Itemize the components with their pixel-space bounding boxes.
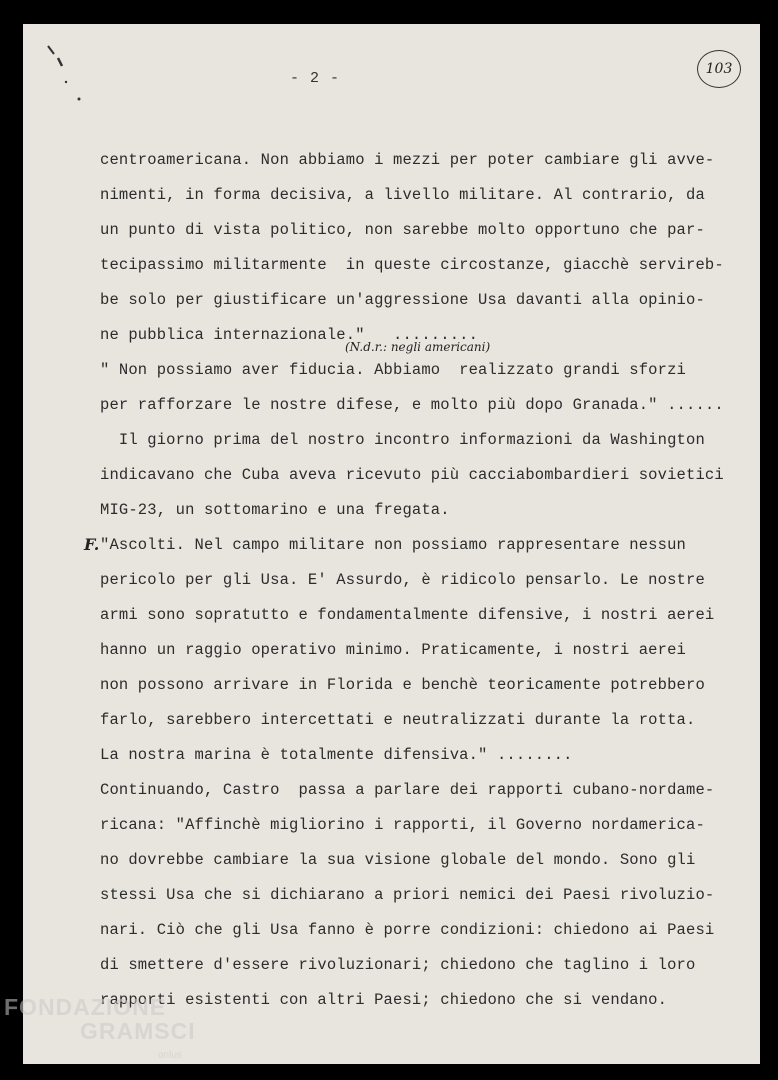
watermark-line-2: GRAMSCI: [80, 1018, 196, 1044]
text-line: indicavano che Cuba aveva ricevuto più cacciabombardieri sovietici: [100, 466, 724, 484]
fondazione-gramsci-watermark: [4, 994, 204, 1074]
text-line: nimenti, in forma decisiva, a livello militare. Al contrario, da: [100, 186, 705, 204]
text-line: Continuando, Castro passa a parlare dei rapporti cubano-nordame-: [100, 781, 715, 799]
text-line: no dovrebbe cambiare la sua visione globale del mondo. Sono gli: [100, 851, 696, 869]
text-line: un punto di vista politico, non sarebbe molto opportuno che par-: [100, 221, 705, 239]
margin-letter: F.: [84, 535, 100, 554]
text-line: nari. Ciò che gli Usa fanno è porre condizioni: chiedono ai Paesi: [100, 921, 715, 939]
text-line: Il giorno prima del nostro incontro informazioni da Washington: [100, 431, 705, 449]
text-line: stessi Usa che si dichiarano a priori nemici dei Paesi rivoluzio-: [100, 886, 715, 904]
archive-number: 103: [697, 50, 741, 88]
text-line: " Non possiamo aver fiducia. Abbiamo realizzato grandi sforzi: [100, 361, 686, 379]
text-line: be solo per giustificare un'aggressione Usa davanti alla opinio-: [100, 291, 705, 309]
text-line: ne pubblica internazionale." .........: [100, 326, 479, 344]
watermark-line-1: FONDAZIONE: [4, 994, 167, 1020]
text-line: MIG-23, un sottomarino e una fregata.: [100, 501, 450, 519]
text-line: armi sono sopratutto e fondamentalmente difensive, i nostri aerei: [100, 606, 715, 624]
text-line: centroamericana. Non abbiamo i mezzi per poter cambiare gli avve-: [100, 151, 715, 169]
text-line: per rafforzare le nostre difese, e molto più dopo Granada." ......: [100, 396, 724, 414]
text-line: rapporti esistenti con altri Paesi; chiedono che si vendano.: [100, 991, 668, 1009]
text-line: pericolo per gli Usa. E' Assurdo, è ridicolo pensarlo. Le nostre: [100, 571, 705, 589]
text-line: La nostra marina è totalmente difensiva." ........: [100, 746, 573, 764]
watermark-line-3: onlus: [158, 1050, 182, 1061]
text-line: hanno un raggio operativo minimo. Praticamente, i nostri aerei: [100, 641, 686, 659]
page-number: - 2 -: [290, 70, 341, 87]
text-line: tecipassimo militarmente in queste circostanze, giacchè servireb-: [100, 256, 724, 274]
text-line: "Ascolti. Nel campo militare non possiamo rappresentare nessun: [100, 536, 686, 554]
handwritten-annotation: (N.d.r.: negli americani): [345, 340, 491, 354]
text-line: di smettere d'essere rivoluzionari; chiedono che taglino i loro: [100, 956, 696, 974]
margin-marks: [46, 44, 86, 104]
text-line: non possono arrivare in Florida e benchè teoricamente potrebbero: [100, 676, 705, 694]
text-line: farlo, sarebbero intercettati e neutralizzati durante la rotta.: [100, 711, 696, 729]
text-line: ricana: "Affinchè migliorino i rapporti, il Governo nordamericа-: [100, 816, 705, 834]
